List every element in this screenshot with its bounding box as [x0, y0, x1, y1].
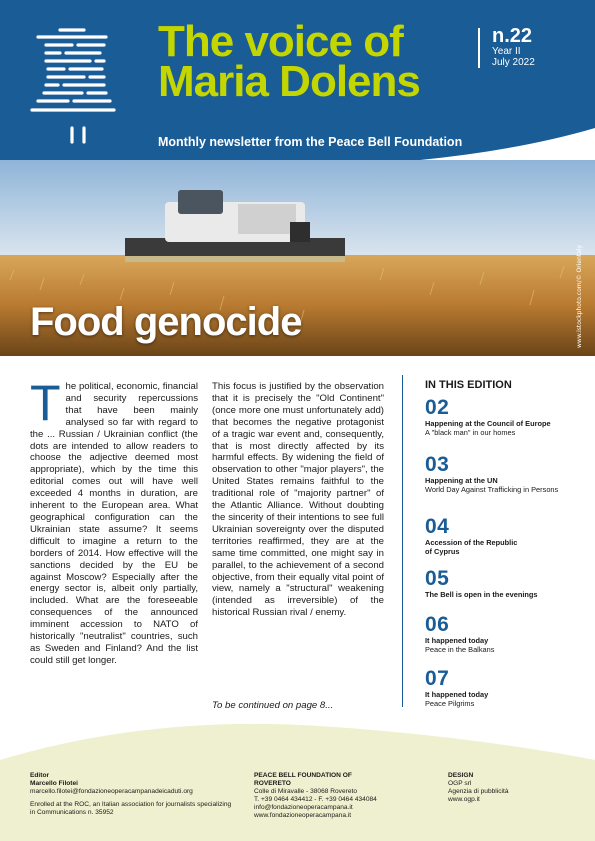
- toc-item-05[interactable]: [425, 568, 575, 599]
- article-column-2: This focus is justified by the observation that it is precisely the "Old Continent" (once more one must unfortunately add) that becomes the negative protagonist of a tragic war event and, consequently, that is most directly affected by its harmful effects. By widening the field of observation to other "major players", the United States remains faithful to the traditional role of "majority partner" of the Atlantic Alliance. Without doubting the sincerity of their intentions to see full Ukrainian sovereignty over the disputed territories reaffirmed, they are at the same time committed, one might say in parallel, to the achievement of a second objective, from their equally vital point of view, namely a "structural" weakening (intended as irreversible) of the historical Russian rival / enemy.: [212, 381, 384, 619]
- article-headline: Food genocide: [30, 300, 302, 344]
- toc-item-07[interactable]: [425, 668, 575, 708]
- toc-page-number: 03: [425, 453, 450, 476]
- design-company: OGP srl: [448, 780, 472, 787]
- editor-name: Marcello Filotei: [30, 780, 78, 787]
- toc-heading: Accession of the Republic of Cyprus: [425, 538, 518, 556]
- bell-logo-icon: [24, 22, 120, 152]
- design-website[interactable]: www.ogp.it: [448, 796, 480, 803]
- toc-subheading: Peace in the Balkans: [425, 645, 495, 654]
- hero-photo: [0, 160, 595, 356]
- toc-subheading: World Day Against Trafficking in Persons: [425, 485, 559, 494]
- design-label: DESIGN: [448, 772, 474, 779]
- dropcap-letter: T: [30, 375, 61, 431]
- newsletter-subtitle: Monthly newsletter from the Peace Bell Foundation: [158, 135, 463, 149]
- title-line-1: The voice of: [158, 17, 403, 66]
- issue-number: n.22: [492, 25, 533, 47]
- article-column-1: [30, 375, 198, 667]
- toc-page-number: 07: [425, 667, 450, 690]
- toc-page-number: 06: [425, 613, 450, 636]
- footer-design: [448, 772, 568, 804]
- design-description: Agenzia di pubblicità: [448, 788, 509, 795]
- foundation-website[interactable]: www.fondazioneoperacampana.it: [254, 812, 352, 819]
- issue-info: [492, 26, 535, 68]
- editor-email[interactable]: marcello.filotei@fondazioneoperacampanadeicaduti.org: [30, 788, 193, 795]
- toc-subheading: Peace Pilgrims: [425, 699, 475, 708]
- toc-item-04[interactable]: [425, 516, 575, 556]
- toc-heading: The Bell is open in the evenings: [425, 590, 538, 599]
- editor-label: Editor: [30, 772, 50, 779]
- footer-foundation: [254, 772, 424, 820]
- issue-date: July 2022: [492, 57, 535, 68]
- footer-editor: [30, 772, 240, 817]
- issue-year: Year II: [492, 46, 521, 57]
- toc-title: IN THIS EDITION: [425, 379, 512, 391]
- enrollment-note: Enrolled at the ROC, an Italian association for journalists specializing in Communications n. 35952: [30, 801, 232, 816]
- toc-heading: It happened today: [425, 636, 489, 645]
- toc-item-06[interactable]: [425, 614, 575, 654]
- foundation-address: Colle di Miravalle - 38068 Rovereto: [254, 788, 357, 795]
- newsletter-title: [158, 17, 420, 106]
- foundation-name: PEACE BELL FOUNDATION OF ROVERETO: [254, 772, 352, 787]
- toc-heading: It happened today: [425, 690, 489, 699]
- photo-credit: www.istockphoto.com/© Orientaly: [576, 244, 583, 348]
- title-line-2: Maria Dolens: [158, 57, 420, 106]
- toc-heading: Happening at the UN: [425, 476, 498, 485]
- toc-page-number: 05: [425, 567, 450, 590]
- toc-page-number: 04: [425, 515, 450, 538]
- issue-divider: [478, 28, 480, 68]
- foundation-phone: T. +39 0464 434412 - F. +39 0464 434084: [254, 796, 377, 803]
- toc-item-03[interactable]: [425, 454, 575, 494]
- footer: [0, 720, 595, 841]
- article-text-1: he political, economic, financial and security repercussions that have been mainly analysed so far with regard to the ... Russian / Ukrainian conflict (the dots are intended to allow readers to choose the adjective deemed most appropriate), which by the time this editorial comes out will have well exceeded 4 months in duration, are inherent to the European area. What geographical configuration can the Ukrainian state assume? It seems difficult to imagine a return to the borders of 2014. How effective will the sanctions decided by the EU be against Moscow? Especially after the energy sector is, albeit only partially, included. What are the foreseeable consequences of the announced imminent accession to NATO of historically "neutralist" countries, such as Sweden and Finland? And the list could still get longer.: [30, 381, 198, 666]
- foundation-email[interactable]: info@fondazioneoperacampana.it: [254, 804, 353, 811]
- sidebar-divider: [402, 375, 403, 707]
- toc-page-number: 02: [425, 396, 450, 419]
- toc-item-02[interactable]: [425, 397, 575, 437]
- continued-link[interactable]: To be continued on page 8...: [212, 700, 334, 711]
- toc-heading: Happening at the Council of Europe: [425, 419, 551, 428]
- toc-subheading: A "black man" in our homes: [425, 428, 516, 437]
